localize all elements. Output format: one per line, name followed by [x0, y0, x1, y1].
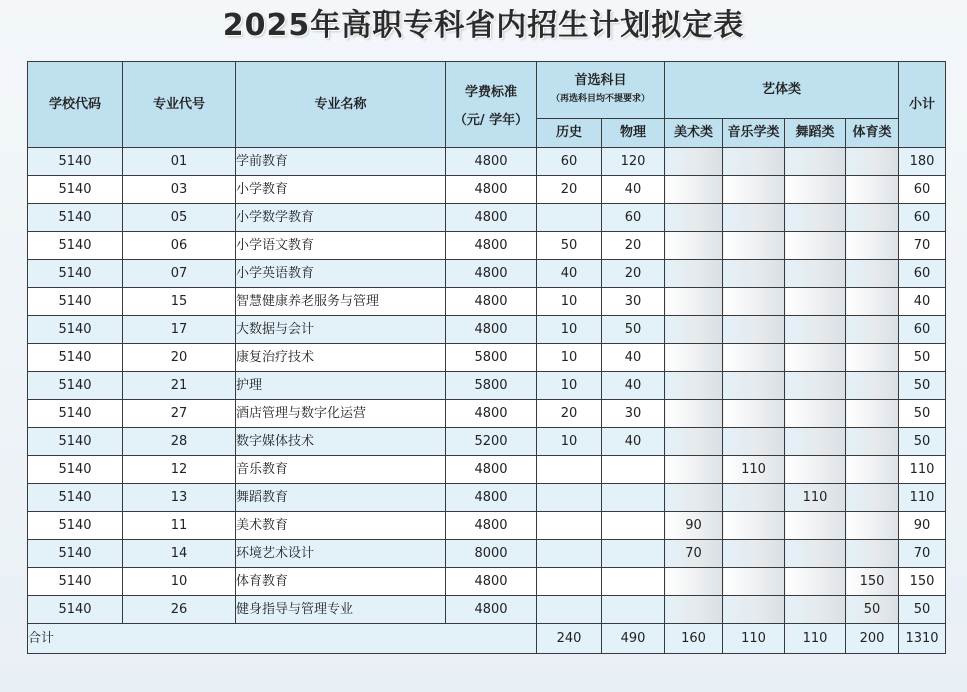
cell-music: [723, 400, 785, 428]
header-fee: [446, 62, 537, 148]
cell-music: [723, 428, 785, 456]
cell-major-name: 体育教育: [236, 568, 446, 596]
cell-subtotal: 60: [899, 176, 946, 204]
cell-subtotal: 50: [899, 596, 946, 624]
cell-physics: [602, 568, 665, 596]
cell-dance: [785, 260, 846, 288]
cell-fee: 4800: [446, 400, 537, 428]
cell-school-code: 5140: [28, 148, 123, 176]
header-subtotal: 小计: [899, 62, 946, 148]
cell-fine-arts: [665, 456, 723, 484]
cell-history: 20: [537, 176, 602, 204]
cell-subtotal: 50: [899, 372, 946, 400]
cell-major-name: 小学数学教育: [236, 204, 446, 232]
cell-fee: 4800: [446, 316, 537, 344]
cell-subtotal: 150: [899, 568, 946, 596]
cell-major-name: 护理: [236, 372, 446, 400]
cell-music: [723, 288, 785, 316]
cell-dance: [785, 232, 846, 260]
header-dance: 舞蹈类: [785, 119, 846, 148]
cell-fee: 8000: [446, 540, 537, 568]
cell-pe: [846, 540, 899, 568]
cell-dance: [785, 512, 846, 540]
cell-dance: [785, 344, 846, 372]
cell-school-code: 5140: [28, 456, 123, 484]
cell-dance: [785, 596, 846, 624]
cell-fee: 4800: [446, 260, 537, 288]
table-row: [28, 512, 946, 540]
header-fine-arts: 美术类: [665, 119, 723, 148]
cell-physics: [602, 484, 665, 512]
cell-major-code: 12: [123, 456, 236, 484]
cell-major-name: 智慧健康养老服务与管理: [236, 288, 446, 316]
cell-subtotal: 50: [899, 344, 946, 372]
cell-major-code: 05: [123, 204, 236, 232]
cell-physics: 50: [602, 316, 665, 344]
cell-fee: 5200: [446, 428, 537, 456]
cell-school-code: 5140: [28, 288, 123, 316]
cell-pe: [846, 484, 899, 512]
header-first-subject: [537, 62, 665, 119]
table-row: [28, 316, 946, 344]
cell-pe: [846, 232, 899, 260]
cell-subtotal: 60: [899, 204, 946, 232]
cell-physics: 40: [602, 344, 665, 372]
header-fee-label: 学费标准: [464, 84, 517, 100]
table-row: [28, 484, 946, 512]
cell-major-code: 21: [123, 372, 236, 400]
table-row: [28, 176, 946, 204]
cell-major-name: 大数据与会计: [236, 316, 446, 344]
total-history: 240: [537, 624, 602, 654]
cell-music: [723, 596, 785, 624]
cell-school-code: 5140: [28, 428, 123, 456]
cell-history: [537, 484, 602, 512]
cell-physics: 20: [602, 232, 665, 260]
cell-physics: 60: [602, 204, 665, 232]
cell-pe: [846, 428, 899, 456]
cell-music: [723, 568, 785, 596]
cell-history: [537, 540, 602, 568]
total-label: 合计: [28, 624, 537, 654]
cell-fee: 4800: [446, 512, 537, 540]
cell-dance: 110: [785, 484, 846, 512]
cell-major-code: 17: [123, 316, 236, 344]
cell-dance: [785, 148, 846, 176]
cell-pe: [846, 288, 899, 316]
header-first-subject-label: 首选科目: [574, 73, 627, 88]
cell-major-code: 03: [123, 176, 236, 204]
cell-major-name: 数字媒体技术: [236, 428, 446, 456]
table-row: [28, 372, 946, 400]
cell-history: 10: [537, 344, 602, 372]
cell-dance: [785, 456, 846, 484]
table-row: [28, 288, 946, 316]
cell-music: 110: [723, 456, 785, 484]
cell-major-name: 小学语文教育: [236, 232, 446, 260]
cell-music: [723, 260, 785, 288]
total-subtotal: 1310: [899, 624, 946, 654]
cell-school-code: 5140: [28, 400, 123, 428]
cell-physics: 30: [602, 288, 665, 316]
cell-fine-arts: [665, 568, 723, 596]
table-body: [28, 148, 946, 624]
cell-major-code: 11: [123, 512, 236, 540]
cell-music: [723, 148, 785, 176]
cell-major-code: 10: [123, 568, 236, 596]
cell-music: [723, 372, 785, 400]
header-music: 音乐学类: [723, 119, 785, 148]
header-first-subject-note: （再选科目均不提要求）: [551, 94, 651, 104]
cell-major-code: 06: [123, 232, 236, 260]
cell-major-code: 15: [123, 288, 236, 316]
cell-pe: [846, 316, 899, 344]
cell-fee: 4800: [446, 232, 537, 260]
enrollment-plan-table: [27, 61, 946, 654]
table-row: [28, 204, 946, 232]
header-school-code: 学校代码: [28, 62, 123, 148]
cell-subtotal: 110: [899, 456, 946, 484]
cell-school-code: 5140: [28, 260, 123, 288]
header-major-code: 专业代号: [123, 62, 236, 148]
cell-pe: [846, 400, 899, 428]
cell-pe: 50: [846, 596, 899, 624]
cell-fine-arts: 70: [665, 540, 723, 568]
cell-fine-arts: [665, 148, 723, 176]
cell-dance: [785, 176, 846, 204]
header-fee-unit: （元/ 学年）: [453, 112, 529, 128]
cell-major-code: 27: [123, 400, 236, 428]
cell-history: [537, 456, 602, 484]
cell-fine-arts: [665, 288, 723, 316]
cell-fee: 4800: [446, 484, 537, 512]
cell-major-code: 14: [123, 540, 236, 568]
cell-pe: [846, 512, 899, 540]
cell-music: [723, 204, 785, 232]
cell-subtotal: 60: [899, 316, 946, 344]
cell-dance: [785, 372, 846, 400]
cell-major-code: 01: [123, 148, 236, 176]
cell-major-name: 小学教育: [236, 176, 446, 204]
table-row: [28, 260, 946, 288]
cell-major-name: 学前教育: [236, 148, 446, 176]
cell-physics: [602, 456, 665, 484]
total-pe: 200: [846, 624, 899, 654]
cell-subtotal: 90: [899, 512, 946, 540]
table-row: [28, 344, 946, 372]
cell-school-code: 5140: [28, 204, 123, 232]
table-row: [28, 400, 946, 428]
cell-major-name: 环境艺术设计: [236, 540, 446, 568]
cell-fee: 4800: [446, 456, 537, 484]
cell-school-code: 5140: [28, 316, 123, 344]
cell-music: [723, 512, 785, 540]
cell-dance: [785, 204, 846, 232]
cell-school-code: 5140: [28, 540, 123, 568]
cell-school-code: 5140: [28, 512, 123, 540]
cell-history: [537, 596, 602, 624]
cell-dance: [785, 428, 846, 456]
cell-fine-arts: [665, 400, 723, 428]
table-row: [28, 232, 946, 260]
cell-dance: [785, 540, 846, 568]
cell-music: [723, 484, 785, 512]
header-art-sports: 艺体类: [665, 62, 899, 119]
table-row: [28, 540, 946, 568]
cell-fee: 4800: [446, 568, 537, 596]
cell-school-code: 5140: [28, 176, 123, 204]
cell-physics: [602, 540, 665, 568]
cell-school-code: 5140: [28, 568, 123, 596]
cell-history: 10: [537, 316, 602, 344]
cell-major-code: 28: [123, 428, 236, 456]
cell-major-name: 健身指导与管理专业: [236, 596, 446, 624]
cell-fine-arts: [665, 372, 723, 400]
cell-major-name: 舞蹈教育: [236, 484, 446, 512]
cell-school-code: 5140: [28, 484, 123, 512]
cell-physics: [602, 596, 665, 624]
cell-subtotal: 40: [899, 288, 946, 316]
cell-history: [537, 512, 602, 540]
cell-history: [537, 568, 602, 596]
total-fine-arts: 160: [665, 624, 723, 654]
header-history: 历史: [537, 119, 602, 148]
cell-fine-arts: [665, 316, 723, 344]
total-row: [28, 624, 946, 654]
cell-subtotal: 180: [899, 148, 946, 176]
table-row: [28, 456, 946, 484]
cell-major-code: 26: [123, 596, 236, 624]
table-row: [28, 596, 946, 624]
cell-fee: 4800: [446, 204, 537, 232]
cell-history: 20: [537, 400, 602, 428]
header-row-1: [28, 62, 946, 119]
cell-major-name: 美术教育: [236, 512, 446, 540]
cell-physics: 40: [602, 428, 665, 456]
cell-pe: [846, 204, 899, 232]
cell-history: 10: [537, 428, 602, 456]
cell-fine-arts: 90: [665, 512, 723, 540]
total-music: 110: [723, 624, 785, 654]
cell-subtotal: 70: [899, 540, 946, 568]
cell-fee: 4800: [446, 288, 537, 316]
cell-pe: [846, 148, 899, 176]
cell-dance: [785, 288, 846, 316]
cell-history: 10: [537, 288, 602, 316]
cell-pe: [846, 176, 899, 204]
cell-physics: 120: [602, 148, 665, 176]
page-title: 2025年高职专科省内招生计划拟定表: [222, 8, 745, 43]
cell-dance: [785, 400, 846, 428]
cell-music: [723, 176, 785, 204]
cell-fine-arts: [665, 204, 723, 232]
cell-major-name: 音乐教育: [236, 456, 446, 484]
cell-music: [723, 344, 785, 372]
cell-physics: 30: [602, 400, 665, 428]
cell-fine-arts: [665, 260, 723, 288]
cell-school-code: 5140: [28, 372, 123, 400]
cell-music: [723, 316, 785, 344]
cell-subtotal: 110: [899, 484, 946, 512]
cell-physics: 40: [602, 372, 665, 400]
cell-fine-arts: [665, 596, 723, 624]
cell-fine-arts: [665, 428, 723, 456]
header-major-name: 专业名称: [236, 62, 446, 148]
cell-pe: [846, 260, 899, 288]
cell-history: 40: [537, 260, 602, 288]
total-physics: 490: [602, 624, 665, 654]
header-physics: 物理: [602, 119, 665, 148]
cell-subtotal: 50: [899, 400, 946, 428]
header-pe: 体育类: [846, 119, 899, 148]
cell-fine-arts: [665, 232, 723, 260]
cell-history: [537, 204, 602, 232]
table-row: [28, 568, 946, 596]
cell-fee: 5800: [446, 372, 537, 400]
cell-music: [723, 540, 785, 568]
cell-history: 50: [537, 232, 602, 260]
table-row: [28, 428, 946, 456]
cell-fee: 4800: [446, 148, 537, 176]
cell-physics: 40: [602, 176, 665, 204]
cell-fee: 4800: [446, 176, 537, 204]
cell-school-code: 5140: [28, 344, 123, 372]
cell-subtotal: 70: [899, 232, 946, 260]
cell-major-code: 20: [123, 344, 236, 372]
cell-major-name: 康复治疗技术: [236, 344, 446, 372]
cell-major-code: 13: [123, 484, 236, 512]
cell-history: 60: [537, 148, 602, 176]
cell-physics: [602, 512, 665, 540]
cell-pe: [846, 344, 899, 372]
total-dance: 110: [785, 624, 846, 654]
cell-fine-arts: [665, 344, 723, 372]
cell-fee: 5800: [446, 344, 537, 372]
cell-fine-arts: [665, 484, 723, 512]
cell-history: 10: [537, 372, 602, 400]
cell-major-code: 07: [123, 260, 236, 288]
cell-music: [723, 232, 785, 260]
cell-pe: 150: [846, 568, 899, 596]
cell-dance: [785, 316, 846, 344]
cell-school-code: 5140: [28, 596, 123, 624]
cell-physics: 20: [602, 260, 665, 288]
cell-dance: [785, 568, 846, 596]
cell-fee: 4800: [446, 596, 537, 624]
cell-subtotal: 50: [899, 428, 946, 456]
table-row: [28, 148, 946, 176]
cell-pe: [846, 372, 899, 400]
cell-major-name: 小学英语教育: [236, 260, 446, 288]
cell-pe: [846, 456, 899, 484]
cell-fine-arts: [665, 176, 723, 204]
cell-major-name: 酒店管理与数字化运营: [236, 400, 446, 428]
cell-school-code: 5140: [28, 232, 123, 260]
cell-subtotal: 60: [899, 260, 946, 288]
